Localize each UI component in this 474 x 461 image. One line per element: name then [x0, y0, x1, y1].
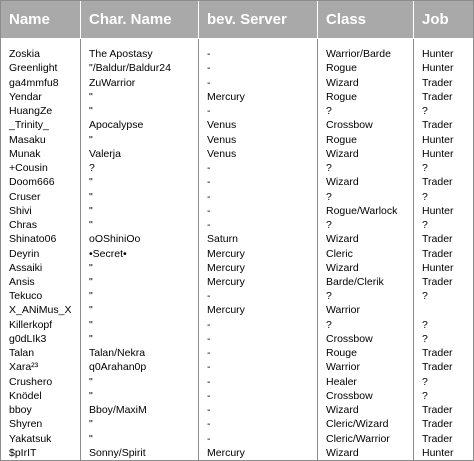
table-row	[1, 232, 473, 246]
table-row	[1, 218, 473, 232]
cell-server: Mercury	[199, 275, 318, 289]
column-header-server: bev. Server	[199, 1, 318, 39]
cell-name: Zoskia	[1, 47, 81, 61]
cell-server: -	[199, 47, 318, 61]
cell-char-name: "	[81, 104, 199, 118]
column-header-name: Name	[1, 1, 81, 39]
table-row	[1, 76, 473, 90]
cell-name: +Cousin	[1, 161, 81, 175]
table-row	[1, 318, 473, 332]
cell-class: Wizard	[318, 147, 414, 161]
cell-server: -	[199, 104, 318, 118]
cell-job: Hunter	[422, 48, 454, 61]
cell-server: Mercury	[199, 261, 318, 275]
spacer-cell	[1, 39, 81, 47]
table-row	[1, 346, 473, 360]
cell-char-name: Valerja	[81, 147, 199, 161]
table-row	[1, 47, 473, 61]
column-header-class: Class	[318, 1, 414, 39]
cell-char-name: Bboy/MaxiM	[81, 403, 199, 417]
cell-class: Wizard	[318, 403, 414, 417]
table-row	[1, 189, 473, 203]
cell-job: ?	[422, 332, 428, 345]
cell-class: Wizard	[318, 446, 414, 460]
cell-name: bboy	[1, 403, 81, 417]
cell-name: Cruser	[1, 189, 81, 203]
cell-char-name: "	[81, 275, 199, 289]
cell-job: Trader	[422, 275, 453, 288]
table-row	[1, 61, 473, 75]
cell-class: Rogue/Warlock	[318, 204, 414, 218]
cell-server: -	[199, 161, 318, 175]
cell-job: Hunter	[422, 147, 454, 160]
cell-server: -	[199, 431, 318, 445]
cell-server: -	[199, 417, 318, 431]
cell-job: Trader	[422, 247, 453, 260]
cell-server: Mercury	[199, 303, 318, 317]
cell-class: Healer	[318, 375, 414, 389]
cell-name: ga4mmfu8	[1, 76, 81, 90]
cell-server: -	[199, 318, 318, 332]
table-row	[1, 431, 473, 445]
cell-job: ?	[422, 318, 428, 331]
cell-job: Trader	[422, 432, 453, 445]
cell-server: -	[199, 332, 318, 346]
cell-name: Chras	[1, 218, 81, 232]
cell-server: -	[199, 189, 318, 203]
cell-name: Yakatsuk	[1, 431, 81, 445]
table-row	[1, 147, 473, 161]
cell-job: Trader	[422, 418, 453, 431]
cell-job: ?	[422, 290, 428, 303]
cell-job: Hunter	[422, 133, 454, 146]
cell-job: Trader	[422, 90, 453, 103]
cell-class: Barde/Clerik	[318, 275, 414, 289]
cell-server: -	[199, 403, 318, 417]
cell-server: -	[199, 360, 318, 374]
cell-class: Rogue	[318, 90, 414, 104]
cell-server: -	[199, 346, 318, 360]
cell-name: $pIrIT	[1, 446, 81, 460]
cell-class: Cleric/Wizard	[318, 417, 414, 431]
cell-class: Warrior/Barde	[318, 47, 414, 61]
cell-class: Wizard	[318, 175, 414, 189]
cell-char-name: "	[81, 289, 199, 303]
cell-class: Warrior	[318, 303, 414, 317]
cell-job: Trader	[422, 76, 453, 89]
cell-name: Ansis	[1, 275, 81, 289]
cell-class: ?	[318, 161, 414, 175]
table-row	[1, 133, 473, 147]
cell-class: Crossbow	[318, 332, 414, 346]
table-row	[1, 261, 473, 275]
cell-server: Venus	[199, 147, 318, 161]
cell-name: Deyrin	[1, 246, 81, 260]
cell-name: Shivi	[1, 204, 81, 218]
cell-job: Trader	[422, 233, 453, 246]
table-row	[1, 90, 473, 104]
cell-class: Rogue	[318, 61, 414, 75]
column-header-char-name: Char. Name	[81, 1, 199, 39]
cell-char-name: "/Baldur/Baldur24	[81, 61, 199, 75]
cell-server: Mercury	[199, 446, 318, 460]
cell-name: Shyren	[1, 417, 81, 431]
table-row	[1, 375, 473, 389]
cell-name: HuangZe	[1, 104, 81, 118]
cell-char-name: "	[81, 303, 199, 317]
cell-class: Warrior	[318, 360, 414, 374]
table-row	[1, 118, 473, 132]
cell-char-name: ?	[81, 161, 199, 175]
cell-class: Wizard	[318, 261, 414, 275]
cell-char-name: "	[81, 389, 199, 403]
cell-job: ?	[422, 219, 428, 232]
cell-job	[414, 303, 473, 317]
cell-char-name: Talan/Nekra	[81, 346, 199, 360]
spacer-row	[1, 39, 473, 47]
cell-char-name: The Apostasy	[81, 47, 199, 61]
cell-char-name: Sonny/Spirit	[81, 446, 199, 460]
cell-char-name: oOShiniOo	[81, 232, 199, 246]
cell-char-name: q0Arahan0p	[81, 360, 199, 374]
cell-char-name: Apocalypse	[81, 118, 199, 132]
table-row	[1, 289, 473, 303]
cell-server: -	[199, 218, 318, 232]
cell-job: ?	[422, 105, 428, 118]
table-row	[1, 175, 473, 189]
cell-job: Trader	[422, 119, 453, 132]
cell-name: Xara²³	[1, 360, 81, 374]
table-row	[1, 332, 473, 346]
table-row	[1, 104, 473, 118]
cell-char-name: "	[81, 189, 199, 203]
cell-char-name: "	[81, 261, 199, 275]
cell-char-name: "	[81, 204, 199, 218]
column-header-job: Job	[414, 1, 473, 39]
cell-class: Cleric/Warrior	[318, 431, 414, 445]
table-row	[1, 360, 473, 374]
table-row	[1, 246, 473, 260]
cell-char-name: "	[81, 133, 199, 147]
cell-char-name: "	[81, 318, 199, 332]
table-row	[1, 389, 473, 403]
cell-job: Hunter	[422, 446, 454, 459]
cell-server: -	[199, 375, 318, 389]
header-row	[1, 1, 473, 39]
cell-class: ?	[318, 104, 414, 118]
cell-name: X_ANiMus_X	[1, 303, 81, 317]
cell-char-name: "	[81, 332, 199, 346]
table-row	[1, 417, 473, 431]
spacer-cell	[414, 39, 473, 47]
cell-name: Yendar	[1, 90, 81, 104]
cell-char-name: "	[81, 417, 199, 431]
cell-job: Trader	[422, 176, 453, 189]
cell-job: Hunter	[422, 204, 454, 217]
cell-server: -	[199, 61, 318, 75]
cell-server: Mercury	[199, 246, 318, 260]
cell-name: g0dLIk3	[1, 332, 81, 346]
cell-class: Wizard	[318, 76, 414, 90]
spacer-cell	[199, 39, 318, 47]
cell-name: Assaiki	[1, 261, 81, 275]
cell-class: ?	[318, 289, 414, 303]
cell-class: Cleric	[318, 246, 414, 260]
cell-char-name: "	[81, 375, 199, 389]
cell-server: Venus	[199, 118, 318, 132]
cell-server: Venus	[199, 133, 318, 147]
cell-server: -	[199, 76, 318, 90]
cell-server: -	[199, 389, 318, 403]
cell-name: Munak	[1, 147, 81, 161]
spacer-cell	[318, 39, 414, 47]
cell-server: -	[199, 204, 318, 218]
cell-server: -	[199, 175, 318, 189]
cell-class: Crossbow	[318, 389, 414, 403]
cell-char-name: "	[81, 90, 199, 104]
table-row	[1, 303, 473, 317]
table-row	[1, 161, 473, 175]
cell-char-name: "	[81, 431, 199, 445]
cell-class: ?	[318, 318, 414, 332]
cell-char-name: ZuWarrior	[81, 76, 199, 90]
cell-name: Crushero	[1, 375, 81, 389]
cell-name: Knödel	[1, 389, 81, 403]
cell-name: Masaku	[1, 133, 81, 147]
table-row	[1, 403, 473, 417]
cell-class: Crossbow	[318, 118, 414, 132]
cell-job: Hunter	[422, 62, 454, 75]
cell-server: Mercury	[199, 90, 318, 104]
table-row	[1, 204, 473, 218]
cell-char-name: "	[81, 175, 199, 189]
cell-name: Talan	[1, 346, 81, 360]
cell-class: Wizard	[318, 232, 414, 246]
cell-name: Greenlight	[1, 61, 81, 75]
cell-job: Trader	[422, 347, 453, 360]
cell-char-name: "	[81, 218, 199, 232]
cell-server: -	[199, 289, 318, 303]
table-row	[1, 446, 473, 460]
cell-char-name: •Secret•	[81, 246, 199, 260]
cell-name: Tekuco	[1, 289, 81, 303]
cell-job: Trader	[422, 361, 453, 374]
cell-class: Rogue	[318, 133, 414, 147]
cell-class: ?	[318, 189, 414, 203]
spacer-cell	[81, 39, 199, 47]
roster-body	[1, 39, 473, 460]
cell-job: Trader	[422, 404, 453, 417]
cell-class: ?	[318, 218, 414, 232]
cell-job: ?	[422, 375, 428, 388]
cell-class: Rouge	[318, 346, 414, 360]
cell-job: ?	[422, 389, 428, 402]
cell-job: ?	[422, 162, 428, 175]
cell-job: Hunter	[422, 261, 454, 274]
cell-name: _Trinity_	[1, 118, 81, 132]
cell-job: ?	[422, 190, 428, 203]
cell-name: Shinato06	[1, 232, 81, 246]
table-row	[1, 275, 473, 289]
cell-name: Doom666	[1, 175, 81, 189]
cell-server: Saturn	[199, 232, 318, 246]
cell-name: Killerkopf	[1, 318, 81, 332]
